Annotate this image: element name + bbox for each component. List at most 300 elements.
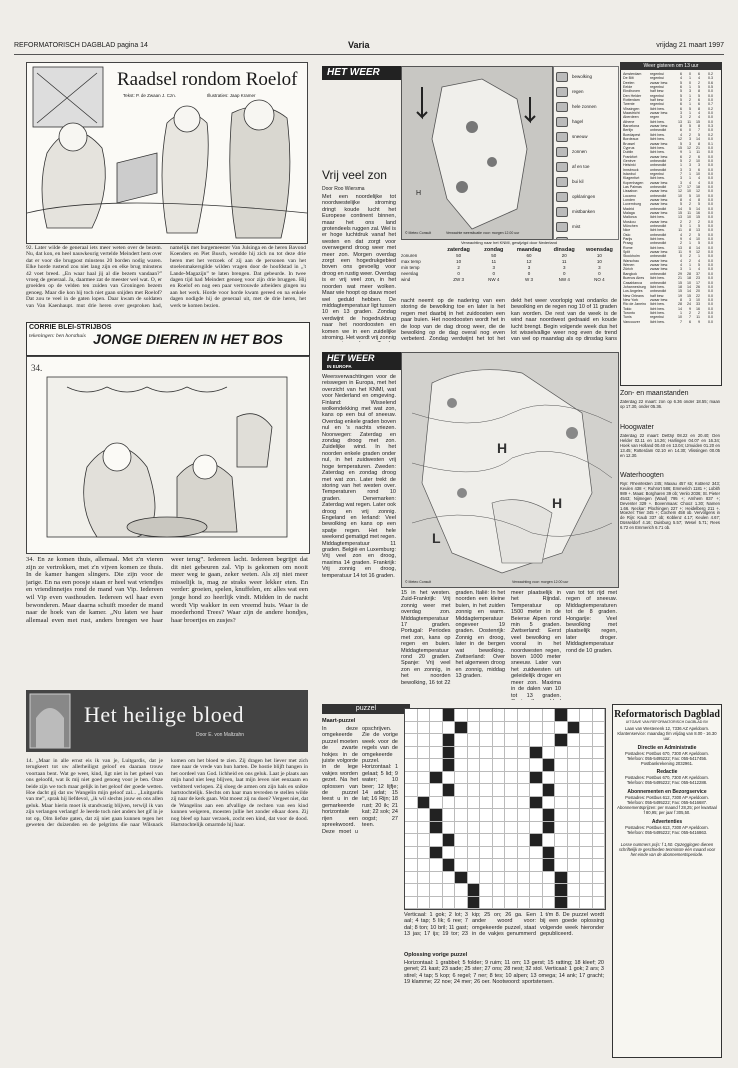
puzzel-cell[interactable]	[455, 772, 468, 785]
puzzel-cell[interactable]	[455, 722, 468, 735]
puzzel-cell[interactable]	[443, 722, 456, 735]
puzzel-cell[interactable]	[455, 834, 468, 847]
puzzel-cell[interactable]	[555, 847, 568, 860]
puzzel-cell[interactable]	[418, 872, 431, 885]
puzzel-cell[interactable]	[505, 759, 518, 772]
puzzel-cell[interactable]	[518, 722, 531, 735]
puzzel-cell[interactable]	[530, 734, 543, 747]
puzzel-cell[interactable]	[480, 809, 493, 822]
puzzel-cell[interactable]	[593, 784, 606, 797]
puzzel-cell[interactable]	[468, 747, 481, 760]
puzzel-cell[interactable]	[430, 734, 443, 747]
puzzel-cell[interactable]	[418, 834, 431, 847]
puzzel-cell[interactable]	[443, 772, 456, 785]
weertabel-cell: Istanbul	[623, 171, 636, 176]
puzzel-cell[interactable]	[568, 784, 581, 797]
puzzel-cell[interactable]	[418, 772, 431, 785]
weertabel-cell: 10	[687, 280, 691, 285]
puzzel-cell[interactable]	[455, 859, 468, 872]
puzzel-cell[interactable]	[493, 884, 506, 897]
puzzel-cell[interactable]	[580, 722, 593, 735]
puzzel-cell[interactable]	[455, 809, 468, 822]
puzzel-cell[interactable]	[443, 822, 456, 835]
puzzel-cell[interactable]	[518, 809, 531, 822]
puzzel-cell[interactable]	[430, 834, 443, 847]
puzzel-cell[interactable]	[580, 772, 593, 785]
puzzel-cell[interactable]	[405, 884, 418, 897]
puzzel-cell[interactable]	[468, 709, 481, 722]
puzzel-cell[interactable]	[568, 847, 581, 860]
weertabel-cell: 5	[680, 202, 682, 207]
puzzel-cell[interactable]	[555, 759, 568, 772]
puzzel-cell[interactable]	[568, 897, 581, 910]
colofon-adv-title: Advertenties	[651, 818, 683, 825]
puzzel-cell[interactable]	[493, 759, 506, 772]
puzzel-cell[interactable]	[543, 709, 556, 722]
puzzel-cell[interactable]	[593, 747, 606, 760]
puzzel-cell[interactable]	[555, 897, 568, 910]
puzzel-cell[interactable]	[530, 884, 543, 897]
puzzel-cell[interactable]	[455, 822, 468, 835]
puzzel-cell[interactable]	[480, 772, 493, 785]
puzzel-cell[interactable]	[555, 834, 568, 847]
puzzel-cell[interactable]	[468, 759, 481, 772]
weertabel-cell: regenbui	[650, 171, 664, 176]
puzzel-cell[interactable]	[505, 847, 518, 860]
puzzel-cell[interactable]	[593, 809, 606, 822]
puzzel-cell[interactable]	[593, 822, 606, 835]
puzzel-cell[interactable]	[405, 797, 418, 810]
puzzel-cell[interactable]	[468, 897, 481, 910]
puzzel-cell[interactable]	[405, 759, 418, 772]
puzzel-cell[interactable]	[568, 759, 581, 772]
puzzel-cell[interactable]	[555, 809, 568, 822]
puzzel-cell[interactable]	[518, 747, 531, 760]
puzzel-cell[interactable]	[493, 859, 506, 872]
puzzel-cell[interactable]	[455, 872, 468, 885]
puzzel-cell[interactable]	[480, 734, 493, 747]
forecast-value: 2	[457, 265, 460, 270]
puzzel-cell[interactable]	[418, 859, 431, 872]
puzzel-cell[interactable]	[405, 747, 418, 760]
puzzel-cell[interactable]	[493, 772, 506, 785]
puzzel-cell[interactable]	[543, 847, 556, 860]
puzzel-cell[interactable]	[568, 734, 581, 747]
puzzel-cell[interactable]	[568, 884, 581, 897]
puzzel-cell[interactable]	[505, 722, 518, 735]
puzzel-cell[interactable]	[480, 859, 493, 872]
puzzel-cell[interactable]	[530, 834, 543, 847]
weer-legend-title: Verwachting naar het KNMI, gewijzigd door Nederland	[460, 240, 558, 245]
weertabel-cell: Twente	[623, 102, 635, 107]
weer-map-europa	[401, 352, 619, 588]
weertabel-cell: Boedapest	[623, 132, 641, 137]
weertabel-cell: 3	[680, 176, 682, 181]
puzzel-cell[interactable]	[580, 859, 593, 872]
puzzel-cell[interactable]	[555, 772, 568, 785]
puzzel-cell[interactable]	[580, 734, 593, 747]
bloed-text: 14. „Maar in alle ernst eis ik van je, Luitgardis, dat je terugkeert tot uw allerheiligst geloof en daaraan trouw voortaan bent. Wat ge weet, kind, ligt niet in het geheel van ons geloofd, wat ik mij niet goed genoeg voor je ben. Onze beide zijn we toch maar gelijk in het geloof der goede wetten. Hoe dacht gij dat uw Wangelin mijn geloof zal... „Luitgardis van me”, sprak hij liefdevol, „ik wil slechts jouw en ons allen geluk. Maar hierin moet ik standvastig blijven, terwijl ik van zijn verlangen verlangt! Je leerde toch niet anders het gif in je tot op, Olm liefste gaten, dat zij niet gaan kunnen tegen het geweten der duizenden en de pelgrims die naar Wilsnack komen om het bloed te zien. Zij dragen het liever met zich mee naar de vrede van hun harten. De hostie blijft hangen in het oordeel van God. lichheid en ons geluk. Laat je plaats aan mijn hand niet leeg blijven, laat mijn leven niet eenzaam en verbitterd verlopen. Zij sloeg de armen om zijn hals en snikte hartstochtelijk. Slechts om haar man tevreden te stellen wilde zij naar de kerk gaan. Wat moest zij nu doen? Vergeet niet, dat de Wangelins aan een afvallige de rechten van een kind kunnen weigeren, moesten jullie het zonder elkaar doen. Zij nog bleef op haar verzoek, zocht een kind, dat voor de dood. Hartstochtelijk omarmde hij haar.	[26, 758, 308, 829]
puzzel-cell[interactable]	[468, 847, 481, 860]
puzzel-cell[interactable]	[455, 747, 468, 760]
puzzel-cell[interactable]	[468, 809, 481, 822]
puzzel-cell[interactable]	[568, 747, 581, 760]
puzzel-cell[interactable]	[443, 809, 456, 822]
puzzel-cell[interactable]	[518, 772, 531, 785]
puzzel-cell[interactable]	[580, 872, 593, 885]
puzzel-cell[interactable]	[480, 722, 493, 735]
puzzel-cell[interactable]	[530, 797, 543, 810]
puzzel-cell[interactable]	[530, 722, 543, 735]
puzzel-cell[interactable]	[580, 797, 593, 810]
weertabel-row	[623, 320, 719, 324]
forecast-value: 0	[562, 271, 566, 276]
header-paper-page: REFORMATORISCH DAGBLAD pagina 14	[14, 42, 148, 49]
puzzel-cell[interactable]	[468, 822, 481, 835]
weertabel-cell: Casablanca	[623, 280, 642, 285]
puzzel-cell[interactable]	[543, 872, 556, 885]
puzzel-cell[interactable]	[593, 872, 606, 885]
puzzel-cell[interactable]	[480, 872, 493, 885]
puzzel-cell[interactable]	[480, 759, 493, 772]
puzzel-cell[interactable]	[455, 709, 468, 722]
puzzel-cell[interactable]	[543, 834, 556, 847]
puzzel-cell[interactable]	[443, 759, 456, 772]
puzzel-cell[interactable]	[405, 897, 418, 910]
puzzel-cell[interactable]	[493, 784, 506, 797]
puzzel-cell[interactable]	[430, 884, 443, 897]
puzzel-cell[interactable]	[443, 784, 456, 797]
weertabel-cell: 28	[687, 271, 691, 276]
puzzel-cell[interactable]	[443, 884, 456, 897]
puzzel-cell[interactable]	[455, 797, 468, 810]
puzzel-cell[interactable]	[505, 772, 518, 785]
puzzel-cell[interactable]	[405, 784, 418, 797]
puzzel-cell[interactable]	[468, 859, 481, 872]
puzzel-cell[interactable]	[505, 897, 518, 910]
puzzel-cell[interactable]	[505, 734, 518, 747]
puzzel-cell[interactable]	[405, 772, 418, 785]
puzzel-cell[interactable]	[418, 884, 431, 897]
puzzel-cell[interactable]	[405, 859, 418, 872]
puzzel-cell[interactable]	[518, 872, 531, 885]
puzzel-cell[interactable]	[555, 734, 568, 747]
puzzel-cell[interactable]	[455, 884, 468, 897]
puzzel-cell[interactable]	[555, 797, 568, 810]
puzzel-cell[interactable]	[543, 897, 556, 910]
puzzel-cell[interactable]	[543, 859, 556, 872]
puzzel-cell[interactable]	[430, 722, 443, 735]
weertabel-cell: 9	[680, 150, 682, 155]
puzzel-grid[interactable]	[404, 708, 606, 910]
puzzel-cell[interactable]	[480, 897, 493, 910]
puzzel-cell[interactable]	[443, 847, 456, 860]
puzzel-cell[interactable]	[405, 834, 418, 847]
puzzel-cell[interactable]	[530, 847, 543, 860]
puzzel-cell[interactable]	[405, 872, 418, 885]
puzzel-cell[interactable]	[518, 847, 531, 860]
puzzel-cell[interactable]	[468, 884, 481, 897]
puzzel-cell[interactable]	[505, 747, 518, 760]
puzzel-cell[interactable]	[468, 784, 481, 797]
puzzel-cell[interactable]	[493, 822, 506, 835]
weertabel-cell: 17	[696, 280, 700, 285]
puzzel-cell[interactable]	[518, 759, 531, 772]
puzzel-cell[interactable]	[530, 822, 543, 835]
puzzel-cell[interactable]	[568, 822, 581, 835]
puzzel-cell[interactable]	[418, 734, 431, 747]
forecast-value: 11	[491, 259, 497, 264]
puzzel-cell[interactable]	[568, 859, 581, 872]
weertabel-cell: 0.0	[708, 89, 713, 94]
puzzel-cell[interactable]	[443, 872, 456, 885]
puzzel-cell[interactable]	[593, 834, 606, 847]
legend-label: hele zonnen	[572, 104, 597, 109]
legend-item	[556, 174, 616, 189]
puzzel-cell[interactable]	[443, 747, 456, 760]
puzzel-cell[interactable]	[593, 897, 606, 910]
puzzel-solution: Horizontaal: 1 grabbel; 5 folder; 9 ruim; 11 om; 13 gerst; 15 ratting; 18 kleef; 20 genet; 21 kast; 23 sade; 25 ster; 27 ons; 28 nest; 32 stol. Verticaal: 1 gok; 2 ars; 3 stirel; 4 tap; 5 kop; 6 regel; 7 ner; 8 tes; 10 alpen; 13 omega; 14 ank; 17 gracht; 19 klamme; 22 noe; 24 mer; 26 oer. Nootwoord: sportstersen.	[404, 960, 604, 986]
puzzel-cell[interactable]	[543, 747, 556, 760]
puzzel-cell[interactable]	[480, 797, 493, 810]
puzzel-cell[interactable]	[468, 722, 481, 735]
weertabel-cell: regenbui	[650, 85, 664, 90]
puzzel-cell[interactable]	[530, 709, 543, 722]
puzzel-cell[interactable]	[430, 709, 443, 722]
puzzel-cell[interactable]	[593, 884, 606, 897]
puzzel-cell[interactable]	[555, 822, 568, 835]
weertabel-cell: 9	[698, 319, 700, 324]
puzzel-cell[interactable]	[518, 709, 531, 722]
puzzel-cell[interactable]	[568, 709, 581, 722]
puzzel-cell[interactable]	[543, 884, 556, 897]
puzzel-cell[interactable]	[518, 822, 531, 835]
weertabel-cell: licht bew.	[650, 276, 665, 281]
puzzel-cell[interactable]	[443, 797, 456, 810]
weertabel-cell: 10	[687, 215, 691, 220]
puzzel-cell[interactable]	[593, 772, 606, 785]
puzzel-cell[interactable]	[418, 897, 431, 910]
puzzel-cell[interactable]	[430, 897, 443, 910]
puzzel-cell[interactable]	[405, 822, 418, 835]
puzzel-cell[interactable]	[455, 759, 468, 772]
puzzel-cell[interactable]	[580, 897, 593, 910]
puzzel-cell[interactable]	[480, 884, 493, 897]
puzzel-cell[interactable]	[505, 859, 518, 872]
weertabel-cell: onbewolkt	[650, 254, 667, 259]
puzzel-cell[interactable]	[505, 797, 518, 810]
puzzel-cell[interactable]	[580, 709, 593, 722]
puzzel-cell[interactable]	[555, 709, 568, 722]
puzzel-cell[interactable]	[593, 709, 606, 722]
puzzel-cell[interactable]	[593, 722, 606, 735]
puzzel-cell[interactable]	[430, 847, 443, 860]
puzzel-cell[interactable]	[530, 872, 543, 885]
puzzel-cell[interactable]	[568, 772, 581, 785]
puzzel-cell[interactable]	[530, 809, 543, 822]
weertabel-cell: 0.0	[708, 119, 713, 124]
puzzel-cell[interactable]	[430, 822, 443, 835]
puzzel-cell[interactable]	[505, 784, 518, 797]
puzzel-cell[interactable]	[418, 747, 431, 760]
puzzel-cell[interactable]	[568, 834, 581, 847]
puzzel-cell[interactable]	[443, 834, 456, 847]
puzzel-cell[interactable]	[593, 759, 606, 772]
puzzel-cell[interactable]	[418, 797, 431, 810]
puzzel-cell[interactable]	[405, 709, 418, 722]
puzzel-cell[interactable]	[518, 734, 531, 747]
puzzel-cell[interactable]	[568, 722, 581, 735]
weertabel-cell: 0.0	[708, 289, 713, 294]
puzzel-cell[interactable]	[430, 859, 443, 872]
puzzel-cell[interactable]	[505, 834, 518, 847]
puzzel-cell[interactable]	[543, 772, 556, 785]
puzzel-cell[interactable]	[555, 859, 568, 872]
puzzel-cell[interactable]	[580, 759, 593, 772]
puzzel-cell[interactable]	[543, 822, 556, 835]
puzzel-cell[interactable]	[568, 872, 581, 885]
puzzel-cell[interactable]	[480, 747, 493, 760]
legend-item	[556, 189, 616, 204]
puzzel-cell[interactable]	[405, 847, 418, 860]
puzzel-cell[interactable]	[443, 709, 456, 722]
puzzel-cell[interactable]	[455, 734, 468, 747]
forecast-value: 3	[598, 265, 601, 270]
puzzel-cell[interactable]	[505, 884, 518, 897]
puzzel-cell[interactable]	[518, 797, 531, 810]
puzzel-cell[interactable]	[468, 872, 481, 885]
puzzel-cell[interactable]	[518, 859, 531, 872]
puzzel-cell[interactable]	[405, 809, 418, 822]
puzzel-cell[interactable]	[555, 722, 568, 735]
puzzel-cell[interactable]	[568, 809, 581, 822]
weertabel-cell: regenbui	[650, 72, 664, 76]
puzzel-cell[interactable]	[493, 797, 506, 810]
puzzel-cell[interactable]	[580, 809, 593, 822]
puzzel-cell[interactable]	[530, 897, 543, 910]
weertabel-cell: 0.2	[708, 106, 713, 111]
puzzel-cell[interactable]	[580, 847, 593, 860]
puzzel-cell[interactable]	[593, 734, 606, 747]
puzzel-cell[interactable]	[480, 847, 493, 860]
puzzel-cell[interactable]	[480, 822, 493, 835]
puzzel-cell[interactable]	[505, 822, 518, 835]
puzzel-cell[interactable]	[518, 897, 531, 910]
puzzel-cell[interactable]	[468, 772, 481, 785]
puzzel-cell[interactable]	[468, 734, 481, 747]
puzzel-cell[interactable]	[530, 784, 543, 797]
puzzel-cell[interactable]	[555, 872, 568, 885]
puzzel-cell[interactable]	[493, 834, 506, 847]
puzzel-cell[interactable]	[480, 834, 493, 847]
puzzel-cell[interactable]	[443, 897, 456, 910]
puzzel-cell[interactable]	[493, 734, 506, 747]
puzzel-cell[interactable]	[430, 759, 443, 772]
puzzel-cell[interactable]	[518, 834, 531, 847]
puzzel-cell[interactable]	[430, 784, 443, 797]
puzzel-cell[interactable]	[418, 709, 431, 722]
weertabel-cell: Vancouver	[623, 319, 640, 324]
puzzel-cell[interactable]	[418, 809, 431, 822]
weertabel-cell: 2	[680, 219, 682, 224]
puzzel-cell[interactable]	[493, 897, 506, 910]
puzzel-cell[interactable]	[493, 809, 506, 822]
weertabel-cell: 4	[680, 258, 682, 263]
puzzel-cell[interactable]	[430, 747, 443, 760]
puzzel-cell[interactable]	[455, 897, 468, 910]
puzzel-cell[interactable]	[580, 747, 593, 760]
puzzel-cell[interactable]	[430, 809, 443, 822]
puzzel-cell[interactable]	[405, 734, 418, 747]
puzzel-cell[interactable]	[468, 834, 481, 847]
puzzel-cell[interactable]	[443, 734, 456, 747]
puzzel-cell[interactable]	[455, 847, 468, 860]
puzzel-cell[interactable]	[493, 722, 506, 735]
puzzel-cell[interactable]	[530, 859, 543, 872]
puzzel-cell[interactable]	[430, 872, 443, 885]
puzzel-cell[interactable]	[543, 734, 556, 747]
puzzel-cell[interactable]	[555, 784, 568, 797]
puzzel-cell[interactable]	[530, 759, 543, 772]
puzzel-cell[interactable]	[493, 847, 506, 860]
puzzel-cell[interactable]	[530, 747, 543, 760]
weertabel-cell: 0	[680, 254, 682, 259]
puzzel-cell[interactable]	[455, 784, 468, 797]
puzzel-cell[interactable]	[468, 797, 481, 810]
puzzel-cell[interactable]	[580, 784, 593, 797]
puzzel-cell[interactable]	[480, 784, 493, 797]
puzzel-cell[interactable]	[543, 784, 556, 797]
puzzel-cell[interactable]	[430, 772, 443, 785]
puzzel-cell[interactable]	[505, 872, 518, 885]
weertabel-cell: 2	[689, 232, 691, 237]
weertabel-cell: 0.0	[708, 219, 713, 224]
svg-text:H: H	[416, 190, 422, 197]
puzzel-cell[interactable]	[593, 797, 606, 810]
puzzel-cell[interactable]	[405, 722, 418, 735]
puzzel-cell[interactable]	[580, 884, 593, 897]
puzzel-cell[interactable]	[543, 759, 556, 772]
puzzel-cell[interactable]	[493, 872, 506, 885]
puzzel-cell[interactable]	[543, 722, 556, 735]
puzzel-cell[interactable]	[555, 884, 568, 897]
puzzel-cell[interactable]	[543, 809, 556, 822]
puzzel-cell[interactable]	[555, 747, 568, 760]
puzzel-cell[interactable]	[580, 822, 593, 835]
puzzel-cell[interactable]	[418, 722, 431, 735]
puzzel-cell[interactable]	[568, 797, 581, 810]
puzzel-cell[interactable]	[418, 784, 431, 797]
puzzel-cell[interactable]	[580, 834, 593, 847]
puzzel-cell[interactable]	[493, 709, 506, 722]
corrie-title: JONGE DIEREN IN HET BOS	[93, 331, 283, 347]
puzzel-cell[interactable]	[418, 847, 431, 860]
puzzel-cell[interactable]	[593, 859, 606, 872]
puzzel-cell[interactable]	[430, 797, 443, 810]
puzzel-cell[interactable]	[443, 859, 456, 872]
puzzel-cell[interactable]	[505, 709, 518, 722]
puzzel-cell[interactable]	[418, 759, 431, 772]
puzzel-cell[interactable]	[543, 797, 556, 810]
puzzel-cell[interactable]	[418, 822, 431, 835]
puzzel-cell[interactable]	[530, 772, 543, 785]
puzzel-cell[interactable]	[505, 809, 518, 822]
puzzel-cell[interactable]	[493, 747, 506, 760]
puzzel-cell[interactable]	[593, 847, 606, 860]
puzzel-cell[interactable]	[480, 709, 493, 722]
puzzel-cell[interactable]	[518, 784, 531, 797]
puzzel-cell[interactable]	[518, 884, 531, 897]
